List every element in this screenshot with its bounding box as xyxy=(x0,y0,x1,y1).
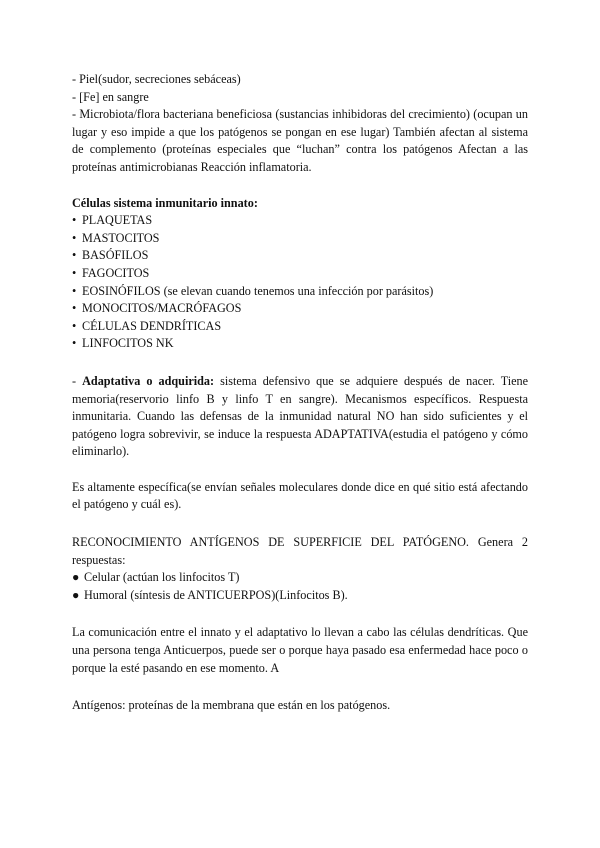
innate-cells-section xyxy=(72,195,528,353)
adaptive-immunity-term: Adaptativa o adquirida: xyxy=(82,373,215,388)
antigen-recognition-text: RECONOCIMIENTO ANTÍGENOS DE SUPERFICIE DEL PATÓGENO. Genera 2 respuestas: xyxy=(72,535,528,567)
list-item: • EOSINÓFILOS (se elevan cuando tenemos una infección por parásitos) xyxy=(72,283,528,301)
barrier-item-skin: - Piel(sudor, secreciones sebáceas) xyxy=(72,72,241,86)
bullet-icon: • xyxy=(72,230,77,245)
adaptive-immunity-paragraph: - Adaptativa o adquirida: sistema defensivo que se adquiere después de nacer. Tiene memoria(reservorio linfo B y linfo T en sangre). Mecanismos específicos. Respuesta inmunitaria. Cuando las defensas de la inmunidad natural NO han sido suficientes y el patógeno logra sobrevivir, se induce la respuesta ADAPTATIVA(estudia el patógeno y cómo eliminarlo). xyxy=(72,373,529,459)
barrier-item-microbiota: - Microbiota/flora bacteriana beneficiosa (sustancias inhibidoras del crecimiento) (ocupan un lugar y eso impide a que los patógenos se pongan en ese lugar) También afectan al sistema de complemento (proteínas especiales que “luchan” contra los patógenos Afectan a las proteínas antimicrobianas Reacción inflamatoria. xyxy=(72,107,528,174)
list-item: • FAGOCITOS xyxy=(72,265,528,283)
list-item: • MONOCITOS/MACRÓFAGOS xyxy=(72,300,528,318)
adaptive-immunity-section xyxy=(72,373,528,461)
bullet-icon: • xyxy=(72,301,77,316)
antigens-paragraph: Antígenos: proteínas de la membrana que están en los patógenos. xyxy=(72,698,391,713)
specificity-paragraph: Es altamente específica(se envían señales moleculares donde dice en qué sitio está afectando el patógeno y cuál es). xyxy=(72,479,528,512)
innate-barriers-list xyxy=(72,71,528,177)
list-item: • CÉLULAS DENDRÍTICAS xyxy=(72,318,528,336)
bullet-icon: • xyxy=(72,248,77,263)
bullet-icon: • xyxy=(72,265,77,280)
list-item: • PLAQUETAS xyxy=(72,212,528,230)
bullet-icon: • xyxy=(72,283,77,298)
list-item: ● Celular (actúan los linfocitos T) xyxy=(72,569,528,587)
list-item: • MASTOCITOS xyxy=(72,230,528,248)
response-types-list xyxy=(72,569,528,604)
bullet-icon: • xyxy=(72,213,77,228)
list-item: ● Humoral (síntesis de ANTICUERPOS)(Linfocitos B). xyxy=(72,587,528,605)
bullet-icon: • xyxy=(72,318,77,333)
list-item: • LINFOCITOS NK xyxy=(72,335,528,353)
antigen-recognition-section xyxy=(72,534,528,604)
innate-cells-heading: Células sistema inmunitario innato: xyxy=(72,195,258,210)
communication-paragraph: La comunicación entre el innato y el adaptativo lo llevan a cabo las células dendríticas. Que una persona tenga Anticuerpos, puede ser o porque haya pasado esa enfermedad hace poco o porque la esté pasando en ese momento. A xyxy=(72,625,528,675)
list-item: • BASÓFILOS xyxy=(72,247,528,265)
innate-cells-list xyxy=(72,212,528,353)
bullet-icon: • xyxy=(72,336,77,351)
bullet-icon: ● xyxy=(72,570,80,585)
barrier-item-iron: - [Fe] en sangre xyxy=(72,89,149,104)
bullet-icon: ● xyxy=(72,587,80,602)
